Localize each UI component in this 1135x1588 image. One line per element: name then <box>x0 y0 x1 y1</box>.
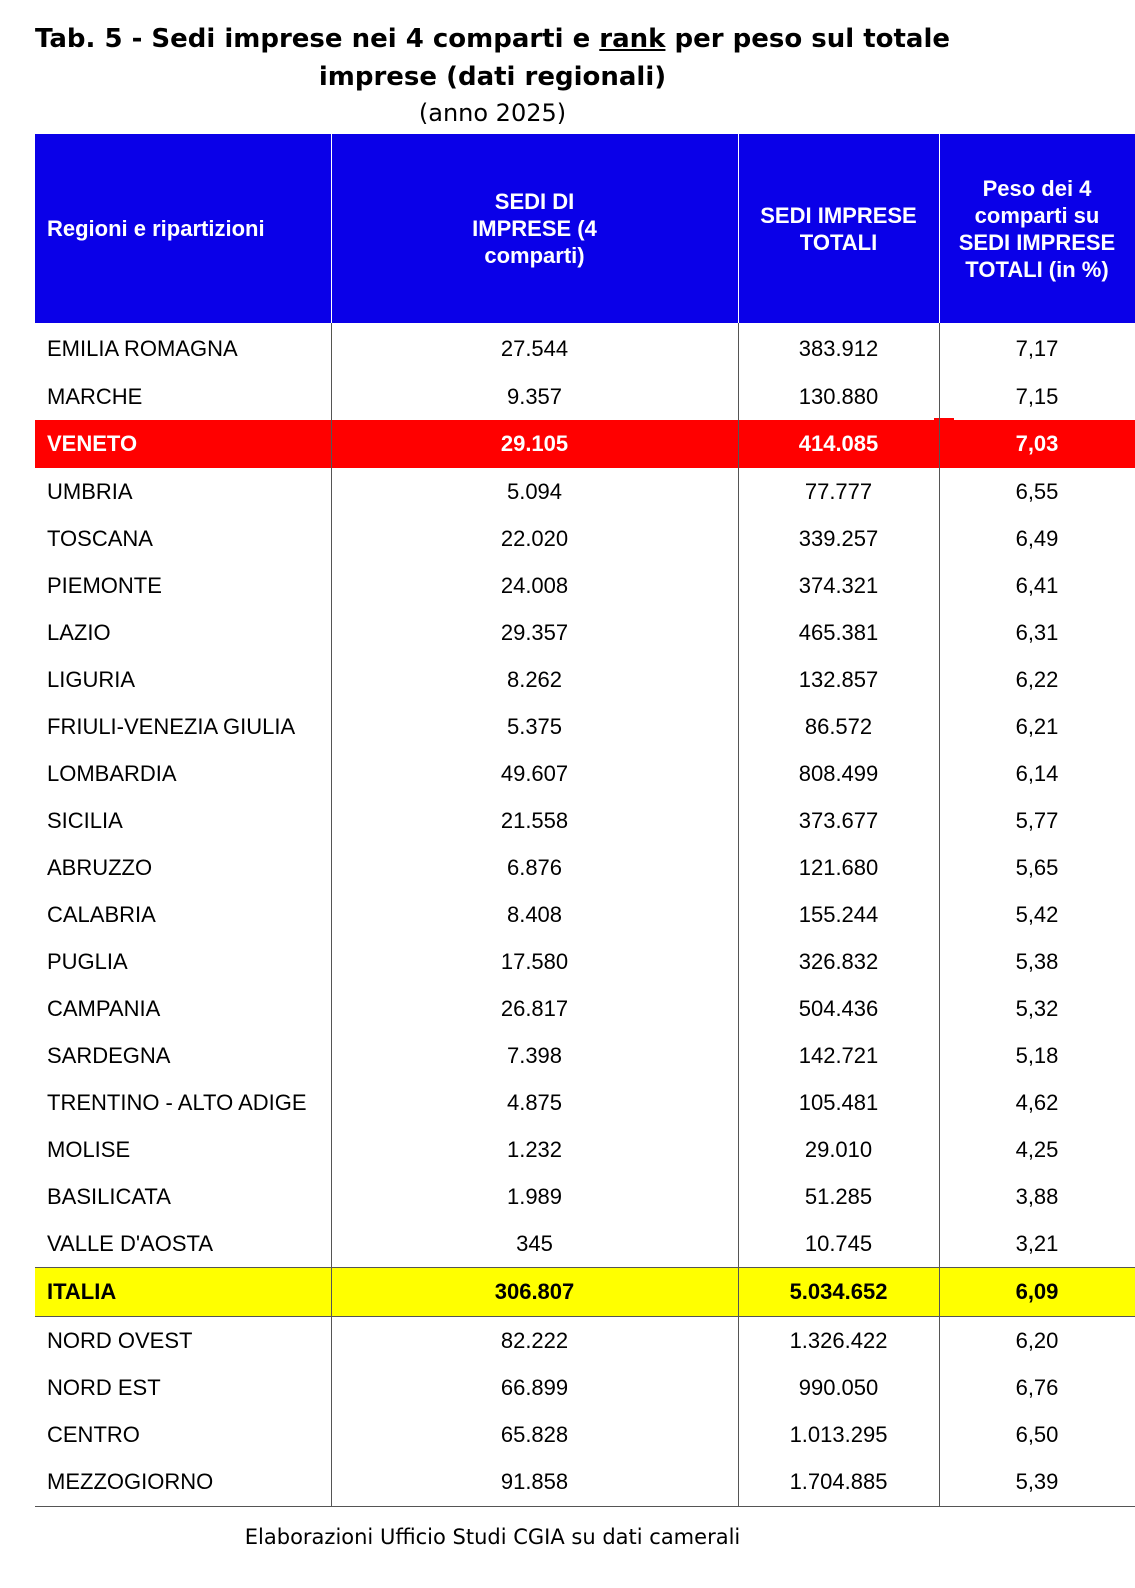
cell-sedi-totali: 130.880 <box>738 373 939 420</box>
table-row <box>35 1079 1135 1126</box>
cell-region: TOSCANA <box>47 525 153 551</box>
cell-region: VALLE D'AOSTA <box>47 1230 213 1256</box>
cell-sedi-totali: 383.912 <box>738 323 939 373</box>
cell-sedi-4-comparti: 49.607 <box>331 750 738 797</box>
table-row <box>35 938 1135 985</box>
table-row <box>35 1173 1135 1220</box>
cell-sedi-4-comparti: 9.357 <box>331 373 738 420</box>
source-note: Elaborazioni Ufficio Studi CGIA su dati camerali <box>244 1525 741 1549</box>
table-row <box>35 1032 1135 1079</box>
cell-sedi-totali: 373.677 <box>738 797 939 844</box>
data-table <box>35 134 1135 1507</box>
cell-sedi-4-comparti: 24.008 <box>331 562 738 609</box>
cell-sedi-4-comparti: 8.262 <box>331 656 738 703</box>
table-row <box>35 1411 1135 1458</box>
cell-sedi-4-comparti: 17.580 <box>331 938 738 985</box>
cell-sedi-4-comparti: 26.817 <box>331 985 738 1032</box>
table-row <box>35 1364 1135 1411</box>
cell-sedi-4-comparti: 66.899 <box>331 1364 738 1411</box>
cell-region: NORD OVEST <box>47 1327 193 1353</box>
cell-sedi-4-comparti: 1.232 <box>331 1126 738 1173</box>
cell-region: MARCHE <box>47 383 143 409</box>
cell-peso: 7,17 <box>939 323 1135 373</box>
table-row <box>35 1458 1135 1507</box>
cell-sedi-4-comparti: 5.094 <box>331 468 738 515</box>
cell-sedi-totali: 142.721 <box>738 1032 939 1079</box>
table-row <box>35 703 1135 750</box>
cell-sedi-totali: 29.010 <box>738 1126 939 1173</box>
cell-sedi-totali: 1.704.885 <box>738 1458 939 1507</box>
cell-region: SICILIA <box>47 807 123 833</box>
cell-sedi-4-comparti: 22.020 <box>331 515 738 562</box>
cell-sedi-4-comparti: 345 <box>331 1220 738 1268</box>
cell-sedi-4-comparti: 1.989 <box>331 1173 738 1220</box>
cell-sedi-4-comparti: 65.828 <box>331 1411 738 1458</box>
cell-region: MOLISE <box>47 1136 131 1162</box>
cell-region: CALABRIA <box>47 901 156 927</box>
cell-peso: 6,22 <box>939 656 1135 703</box>
cell-region: MEZZOGIORNO <box>35 1458 331 1507</box>
cell-region: PIEMONTE <box>47 572 162 598</box>
cell-peso: 7,03 <box>939 420 1135 468</box>
table-row <box>35 891 1135 938</box>
cell-region: CENTRO <box>47 1421 140 1447</box>
cell-region: ITALIA <box>35 1268 331 1317</box>
cell-peso: 5,39 <box>939 1458 1135 1507</box>
cell-peso: 6,55 <box>939 468 1135 515</box>
cell-sedi-totali: 105.481 <box>738 1079 939 1126</box>
cell-region: VENETO <box>35 420 331 468</box>
cell-sedi-4-comparti: 4.875 <box>331 1079 738 1126</box>
cell-region: UMBRIA <box>47 478 133 504</box>
cell-peso: 5,77 <box>939 797 1135 844</box>
cell-peso: 4,62 <box>939 1079 1135 1126</box>
cell-region: PUGLIA <box>47 948 128 974</box>
cell-sedi-totali: 326.832 <box>738 938 939 985</box>
cell-sedi-totali: 374.321 <box>738 562 939 609</box>
cell-sedi-totali: 465.381 <box>738 609 939 656</box>
table-row <box>35 468 1135 515</box>
cell-sedi-4-comparti: 8.408 <box>331 891 738 938</box>
cell-region: BASILICATA <box>47 1183 171 1209</box>
cell-region: ABRUZZO <box>47 854 153 880</box>
table-row <box>35 420 1135 468</box>
cell-region: CAMPANIA <box>47 995 161 1021</box>
table-row <box>35 562 1135 609</box>
cell-peso: 6,09 <box>939 1268 1135 1317</box>
cell-peso: 6,50 <box>939 1411 1135 1458</box>
cell-peso: 3,21 <box>939 1220 1135 1268</box>
cell-sedi-totali: 132.857 <box>738 656 939 703</box>
cell-peso: 6,49 <box>939 515 1135 562</box>
cell-sedi-4-comparti: 82.222 <box>331 1317 738 1365</box>
cell-sedi-totali: 808.499 <box>738 750 939 797</box>
header-sedi-4-comparti: SEDI DI IMPRESE (4 comparti) <box>331 134 738 323</box>
cell-region: TRENTINO - ALTO ADIGE <box>47 1089 307 1115</box>
table-title: Tab. 5 - Sedi imprese nei 4 comparti e rank per peso sul totale imprese (dati regionali) <box>34 24 951 92</box>
table-row <box>35 797 1135 844</box>
cell-peso: 6,20 <box>939 1317 1135 1365</box>
header-sedi-totali: SEDI IMPRESE TOTALI <box>738 134 939 323</box>
cell-sedi-4-comparti: 5.375 <box>331 703 738 750</box>
cell-region: NORD EST <box>47 1374 161 1400</box>
cell-sedi-4-comparti: 27.544 <box>331 323 738 373</box>
table-row <box>35 1220 1135 1268</box>
table-row <box>35 1126 1135 1173</box>
cell-sedi-totali: 504.436 <box>738 985 939 1032</box>
cell-region: SARDEGNA <box>47 1042 171 1068</box>
cell-sedi-totali: 414.085 <box>738 420 939 468</box>
cell-peso: 6,31 <box>939 609 1135 656</box>
cell-sedi-4-comparti: 306.807 <box>331 1268 738 1317</box>
cell-sedi-totali: 77.777 <box>738 468 939 515</box>
cell-region: LAZIO <box>47 619 111 645</box>
header-region: Regioni e ripartizioni <box>35 134 331 323</box>
title-underlined-word: rank <box>599 24 666 54</box>
cell-region: EMILIA ROMAGNA <box>47 336 238 361</box>
cell-sedi-totali: 155.244 <box>738 891 939 938</box>
cell-peso: 3,88 <box>939 1173 1135 1220</box>
table-row <box>35 515 1135 562</box>
table-header-row <box>35 134 1135 323</box>
cell-sedi-totali: 5.034.652 <box>738 1268 939 1317</box>
cell-sedi-totali: 339.257 <box>738 515 939 562</box>
cell-sedi-totali: 121.680 <box>738 844 939 891</box>
cell-peso: 5,65 <box>939 844 1135 891</box>
table-row <box>35 1317 1135 1365</box>
cell-region: FRIULI-VENEZIA GIULIA <box>47 713 296 739</box>
table-row <box>35 1268 1135 1317</box>
cell-sedi-totali: 51.285 <box>738 1173 939 1220</box>
table-row <box>35 750 1135 797</box>
table-row <box>35 323 1135 373</box>
cell-region: LIGURIA <box>47 666 136 692</box>
cell-sedi-4-comparti: 6.876 <box>331 844 738 891</box>
cell-peso: 6,21 <box>939 703 1135 750</box>
cell-sedi-4-comparti: 29.105 <box>331 420 738 468</box>
cell-sedi-totali: 990.050 <box>738 1364 939 1411</box>
table-row <box>35 609 1135 656</box>
table-row <box>35 373 1135 420</box>
cell-sedi-totali: 1.013.295 <box>738 1411 939 1458</box>
cell-peso: 7,15 <box>939 373 1135 420</box>
cell-peso: 4,25 <box>939 1126 1135 1173</box>
cell-sedi-4-comparti: 7.398 <box>331 1032 738 1079</box>
cell-peso: 6,14 <box>939 750 1135 797</box>
cell-sedi-totali: 1.326.422 <box>738 1317 939 1365</box>
cell-sedi-4-comparti: 29.357 <box>331 609 738 656</box>
cell-region: LOMBARDIA <box>47 760 177 786</box>
table-row <box>35 844 1135 891</box>
cell-peso: 6,76 <box>939 1364 1135 1411</box>
table-row <box>35 985 1135 1032</box>
cell-peso: 5,38 <box>939 938 1135 985</box>
cell-sedi-totali: 86.572 <box>738 703 939 750</box>
cell-peso: 5,32 <box>939 985 1135 1032</box>
table-year: (anno 2025) <box>418 99 567 127</box>
cell-peso: 5,42 <box>939 891 1135 938</box>
cell-sedi-4-comparti: 21.558 <box>331 797 738 844</box>
cell-peso: 6,41 <box>939 562 1135 609</box>
cell-sedi-4-comparti: 91.858 <box>331 1458 738 1507</box>
cell-sedi-totali: 10.745 <box>738 1220 939 1268</box>
cell-peso: 5,18 <box>939 1032 1135 1079</box>
table-row <box>35 656 1135 703</box>
header-peso: Peso dei 4 comparti su SEDI IMPRESE TOTALI (in %) <box>939 134 1135 323</box>
